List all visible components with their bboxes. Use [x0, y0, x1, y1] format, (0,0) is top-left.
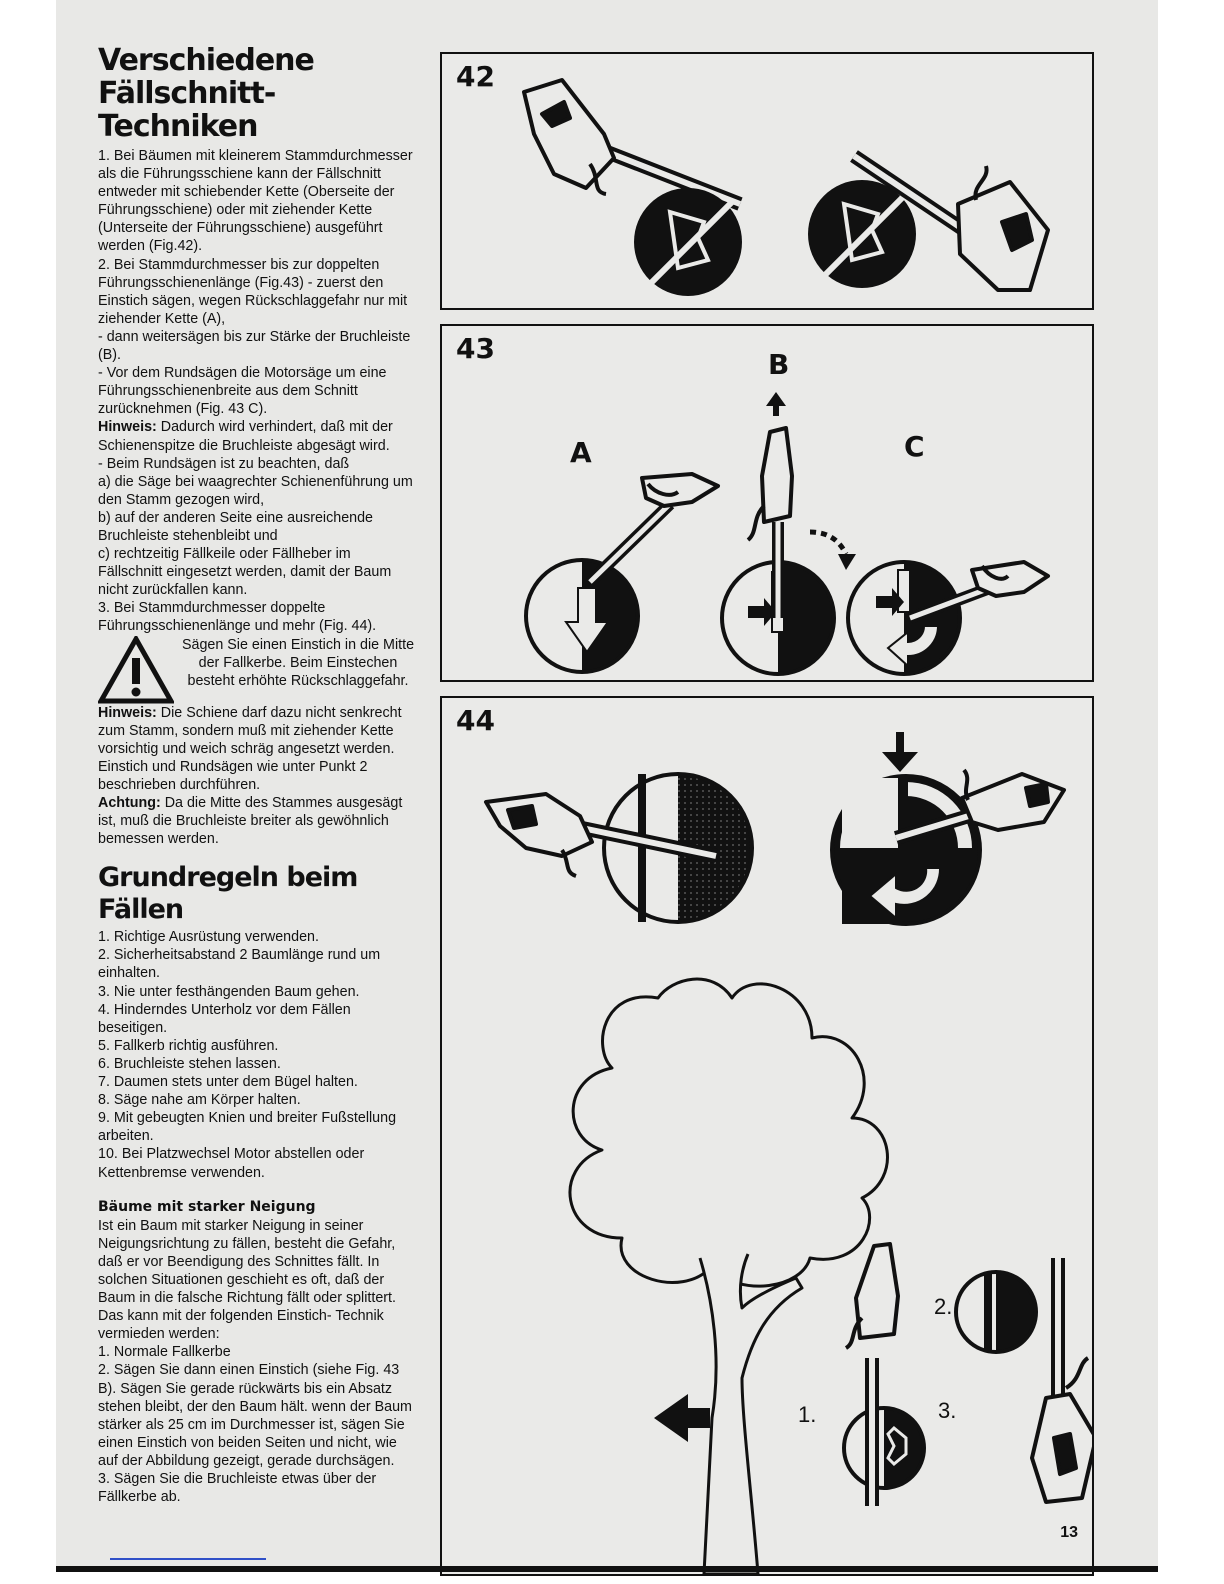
attention-paragraph — [98, 794, 416, 848]
rule-item: 1. Richtige Ausrüstung verwenden. — [98, 929, 319, 946]
label-b: B — [768, 348, 790, 381]
paragraph: 3. Bei Stammdurchmesser doppelte Führungsschienenlänge und mehr (Fig. 44). — [98, 600, 377, 635]
step-label: 2. — [934, 1294, 953, 1319]
rule-item: 5. Fallkerb richtig ausführen. — [98, 1037, 279, 1054]
hint-text: Die Schiene darf dazu nicht senkrecht zum Stamm, sondern muß mit ziehender Kette vorsichtig und weich schräg angesetzt werden. Einstich und Rundsägen wie unter Punkt 2 beschrieben durchführen. — [98, 704, 402, 793]
step-item: 2. Sägen Sie dann einen Einstich (siehe Fig. 43 B). Sägen Sie gerade rückwärts bis ein Absatz stehen bleibt, der den Baum hält. wenn der Baum stärker als 25 cm im Durchmesser ist, sägen Sie einen Einstich von beiden Seiten und nicht, wie auf der Abbildung gezeigt, gerade durchsägen. — [98, 1362, 412, 1469]
step-label: 3. — [938, 1398, 957, 1423]
hint-paragraph — [98, 418, 416, 454]
rule-item: 9. Mit gebeugten Knien und breiter Fußstellung arbeiten. — [98, 1110, 397, 1145]
paragraph: - Vor dem Rundsägen die Motorsäge um eine Führungsschienenbreite aus dem Schnitt zurücknehmen (Fig. 43 C). — [98, 365, 387, 418]
step-item: 1. Normale Fallkerbe — [98, 1344, 231, 1361]
figure-43 — [440, 324, 1094, 682]
trunk-section-icon — [956, 1272, 1036, 1352]
figure-number: 44 — [456, 704, 495, 737]
paragraph: b) auf der anderen Seite eine ausreichende Bruchleiste stehenbleibt und — [98, 509, 374, 544]
paragraph: - Beim Rundsägen ist zu beachten, daß — [98, 455, 350, 472]
text-column — [98, 44, 416, 1506]
paragraph: 2. Bei Stammdurchmesser bis zur doppelten Führungsschienenlänge (Fig.43) - zuerst den Einstich sägen, wegen Rückschlaggefahr nur mit ziehender Kette (A), — [98, 256, 408, 327]
rule-item: 7. Daumen stets unter dem Bügel halten. — [98, 1074, 358, 1091]
manual-page — [56, 0, 1158, 1566]
rule-item: 8. Säge nahe am Körper halten. — [98, 1092, 301, 1109]
rule-item: 10. Bei Platzwechsel Motor abstellen oder Kettenbremse verwenden. — [98, 1146, 365, 1181]
warning-block — [98, 636, 416, 704]
hint-label: Hinweis: — [98, 704, 157, 721]
step-label: 1. — [798, 1402, 817, 1427]
trunk-section-icon — [848, 562, 960, 674]
section-title-felling-rules: Grundregeln beim Fällen — [98, 862, 358, 926]
arrow-left-icon — [654, 1394, 710, 1442]
rule-item: 4. Hinderndes Unterholz vor dem Fällen beseitigen. — [98, 1001, 351, 1036]
section-title-felling-techniques: Verschiedene Fällschnitt-Techniken — [98, 43, 314, 144]
trunk-section-icon — [526, 560, 638, 672]
figure-number: 42 — [456, 60, 495, 93]
hint-text: Dadurch wird verhindert, daß mit der Schienenspitze die Bruchleiste abgesägt wird. — [98, 419, 393, 454]
trunk-section-icon — [844, 1408, 924, 1488]
page-number: 13 — [1060, 1524, 1078, 1541]
dashed-arrow-icon — [810, 532, 846, 554]
rule-item: 2. Sicherheitsabstand 2 Baumlänge rund um einhalten. — [98, 947, 381, 982]
warning-triangle-icon — [98, 636, 174, 704]
chainsaw-icon — [1032, 1258, 1092, 1502]
paragraph: a) die Säge bei waagrechter Schienenführung um den Stamm gezogen wird, — [98, 473, 413, 508]
figure-42-illustration — [442, 54, 1092, 308]
figure-42 — [440, 52, 1094, 310]
trunk-section-icon — [634, 188, 742, 296]
trunk-section-icon — [808, 180, 916, 288]
tree-icon — [570, 979, 887, 1574]
paragraph: - dann weitersägen bis zur Stärke der Bruchleiste (B). — [98, 328, 411, 364]
label-c: C — [904, 430, 925, 463]
chainsaw-icon — [590, 474, 718, 582]
hint-paragraph — [98, 704, 416, 794]
rule-item: 3. Nie unter festhängenden Baum gehen. — [98, 983, 360, 1000]
warning-text: Sägen Sie einen Einstich in die Mitte der Fallkerbe. Beim Einstechen besteht erhöhte Rückschlaggefahr. — [181, 636, 415, 689]
hint-label: Hinweis: — [98, 419, 157, 436]
figure-number: 43 — [456, 332, 495, 365]
attention-text: Da die Mitte des Stammes ausgesägt ist, muß die Bruchleiste breiter als gewöhnlich bemessen werden. — [98, 795, 403, 848]
label-a: A — [570, 436, 592, 469]
paragraph: c) rechtzeitig Fällkeile oder Fällheber im Fällschnitt eingesetzt werden, damit der Baum nicht zurückfallen kann. — [98, 546, 392, 599]
figure-44 — [440, 696, 1094, 1576]
figure-43-illustration — [442, 326, 1092, 680]
attention-label: Achtung: — [98, 795, 161, 811]
subsection-title-leaning-trees: Bäume mit starker Neigung — [98, 1198, 316, 1215]
chainsaw-icon — [524, 80, 740, 204]
rule-item: 6. Bruchleiste stehen lassen. — [98, 1055, 281, 1072]
figure-44-illustration — [442, 698, 1092, 1574]
step-item: 3. Sägen Sie die Bruchleiste etwas über der Fällkerbe ab. — [98, 1471, 377, 1506]
paragraph: Ist ein Baum mit starker Neigung in seiner Neigungsrichtung zu fällen, besteht die Gefahr, daß er vor Beendigung des Schnittes fällt. In solchen Situationen geschieht es oft, daß der Baum in die falsche Richtung fällt oder splittert. Das kann mit der folgenden Einstich- Technik vermieden werden: — [98, 1217, 397, 1343]
bottom-divider — [110, 1558, 266, 1560]
arrow-up-icon — [766, 392, 786, 416]
paragraph: 1. Bei Bäumen mit kleinerem Stammdurchmesser als die Führungsschiene kann der Fällschnitt entweder mit schiebender Kette (Oberseite der Führungsschiene) oder mit ziehender Kette (Unterseite der Führungsschiene) ausgeführt werden (Fig.42). — [98, 148, 413, 255]
